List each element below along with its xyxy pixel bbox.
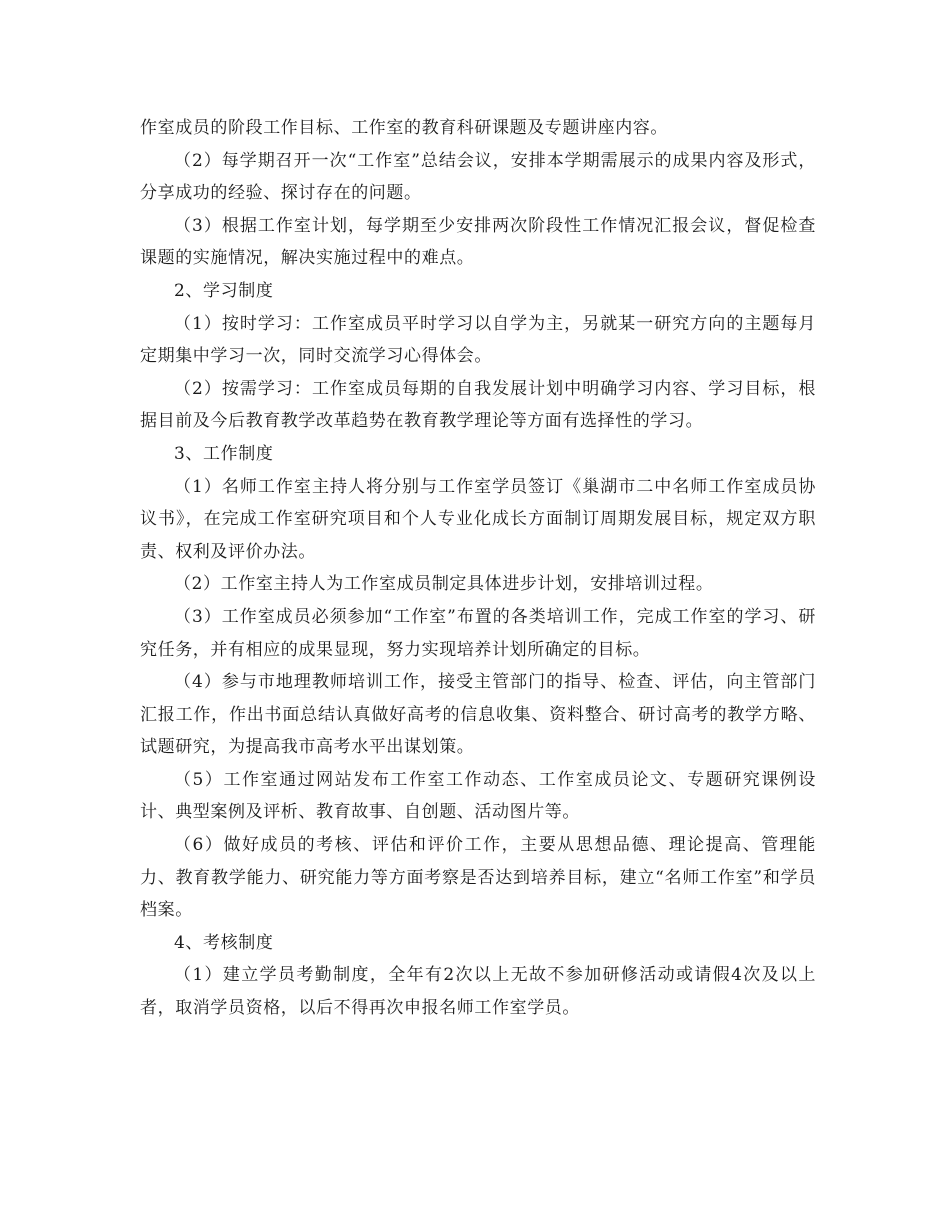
section-heading: 3、工作制度 [174, 443, 274, 464]
paragraph: （5）工作室通过网站发布工作室工作动态、工作室成员论文、专题研究课例设计、典型案例及评析、教育故事、自创题、活动图片等。 [140, 769, 816, 823]
section-heading: 2、学习制度 [174, 280, 274, 301]
paragraph: （6）做好成员的考核、评估和评价工作，主要从思想品德、理论提高、管理能力、教育教学能力、研究能力等方面考察是否达到培养目标，建立“名师工作室”和学员档案。 [140, 835, 816, 921]
document-body [140, 112, 816, 1025]
paragraph: （4）参与市地理教师培训工作，接受主管部门的指导、检查、评估，向主管部门汇报工作，作出书面总结认真做好高考的信息收集、资料整合、研讨高考的教学方略、试题研究，为提高我市高考水平出谋划策。 [140, 672, 816, 758]
paragraph: （1）建立学员考勤制度，全年有2次以上无故不参加研修活动或请假4次及以上者，取消学员资格，以后不得再次申报名师工作室学员。 [140, 965, 816, 1019]
paragraph: （2）按需学习：工作室成员每期的自我发展计划中明确学习内容、学习目标，根据目前及今后教育教学改革趋势在教育教学理论等方面有选择性的学习。 [140, 378, 816, 432]
paragraph: （1）名师工作室主持人将分别与工作室学员签订《巢湖市二中名师工作室成员协议书》，在完成工作室研究项目和个人专业化成长方面制订周期发展目标，规定双方职责、权利及评价办法。 [140, 476, 816, 562]
paragraph-continuation: 作室成员的阶段工作目标、工作室的教育科研课题及专题讲座内容。 [140, 118, 668, 138]
paragraph: （2）工作室主持人为工作室成员制定具体进步计划，安排培训过程。 [174, 574, 714, 595]
paragraph: （1）按时学习：工作室成员平时学习以自学为主，另就某一研究方向的主题每月定期集中学习一次，同时交流学习心得体会。 [140, 313, 816, 367]
paragraph: （3）工作室成员必须参加“工作室”布置的各类培训工作，完成工作室的学习、研究任务，并有相应的成果显现，努力实现培养计划所确定的目标。 [140, 606, 816, 660]
paragraph: （2）每学期召开一次“工作室”总结会议，安排本学期需展示的成果内容及形式，分享成功的经验、探讨存在的问题。 [140, 150, 816, 204]
paragraph: （3）根据工作室计划，每学期至少安排两次阶段性工作情况汇报会议，督促检查课题的实施情况，解决实施过程中的难点。 [140, 215, 816, 269]
section-heading: 4、考核制度 [174, 932, 274, 953]
